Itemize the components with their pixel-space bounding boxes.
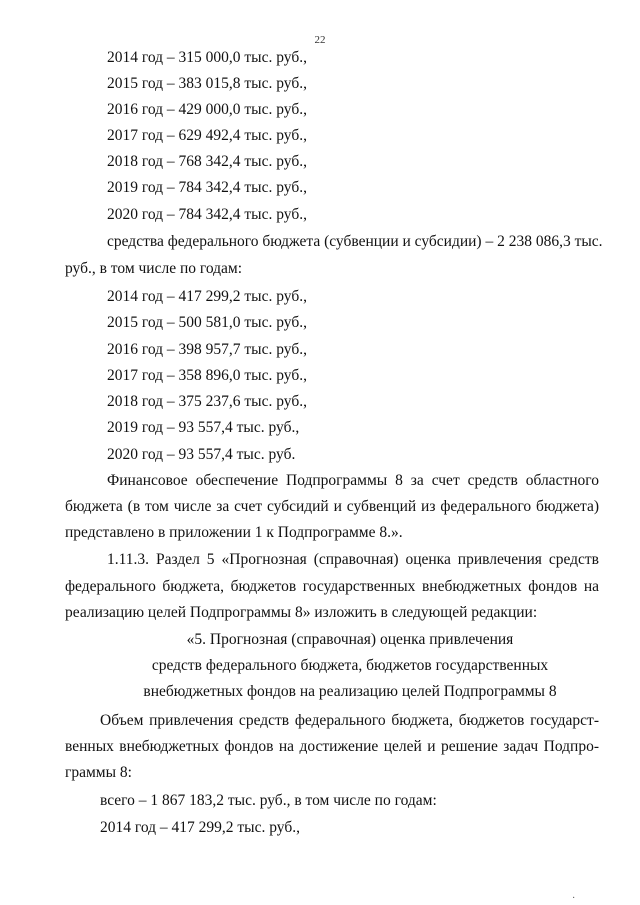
section-heading: внебюджетных фондов на реализацию целей Подпрограммы 8 [143,683,557,700]
paragraph-line: 1.11.3. Раздел 5 «Прогнозная (справочная) оценка привлечения средств [107,551,599,568]
year-line: 2015 год – 383 015,8 тыс. руб., [107,75,307,92]
federal-funds-line: средства федерального бюджета (субвенции и субсидии) – 2 238 086,3 тыс. [107,233,603,250]
year-line: 2014 год – 315 000,0 тыс. руб., [107,49,307,66]
page-number: 22 [314,34,326,46]
section-heading: средств федерального бюджета, бюджетов государственных [151,657,549,674]
paragraph-line: Объем привлечения средств федерального бюджета, бюджетов государст- [100,712,599,729]
year-line: 2016 год – 429 000,0 тыс. руб., [107,101,307,118]
year-line: 2018 год – 768 342,4 тыс. руб., [107,153,307,170]
paragraph-line: федерального бюджета, бюджетов государственных внебюджетных фондов на [65,578,599,595]
section-heading: «5. Прогнозная (справочная) оценка привлечения [186,631,514,648]
federal-funds-line: руб., в том числе по годам: [65,260,243,277]
total-line: всего – 1 867 183,2 тыс. руб., в том числе по годам: [100,792,437,809]
paragraph-line: граммы 8: [65,764,132,781]
year-line: 2014 год – 417 299,2 тыс. руб., [100,819,300,836]
paragraph-line: бюджета (в том числе за счет субсидий и субвенций из федерального бюджета) [65,498,599,515]
year-line: 2020 год – 93 557,4 тыс. руб. [107,446,296,463]
paragraph-line: представлено в приложении 1 к Подпрограмме 8.». [65,524,403,541]
year-line: 2015 год – 500 581,0 тыс. руб., [107,314,307,331]
paragraph-line: реализацию целей Подпрограммы 8» изложить в следующей редакции: [65,604,538,621]
year-line: 2016 год – 398 957,7 тыс. руб., [107,341,307,358]
scan-speck: · [572,893,576,904]
year-line: 2020 год – 784 342,4 тыс. руб., [107,206,307,223]
year-line: 2019 год – 784 342,4 тыс. руб., [107,179,307,196]
year-line: 2017 год – 358 896,0 тыс. руб., [107,367,307,384]
year-line: 2017 год – 629 492,4 тыс. руб., [107,127,307,144]
paragraph-line: венных внебюджетных фондов на достижение целей и решение задач Подпро- [65,738,599,755]
paragraph-line: Финансовое обеспечение Подпрограммы 8 за счет средств областного [107,472,599,489]
year-line: 2014 год – 417 299,2 тыс. руб., [107,288,307,305]
year-line: 2018 год – 375 237,6 тыс. руб., [107,393,307,410]
year-line: 2019 год – 93 557,4 тыс. руб., [107,419,300,436]
